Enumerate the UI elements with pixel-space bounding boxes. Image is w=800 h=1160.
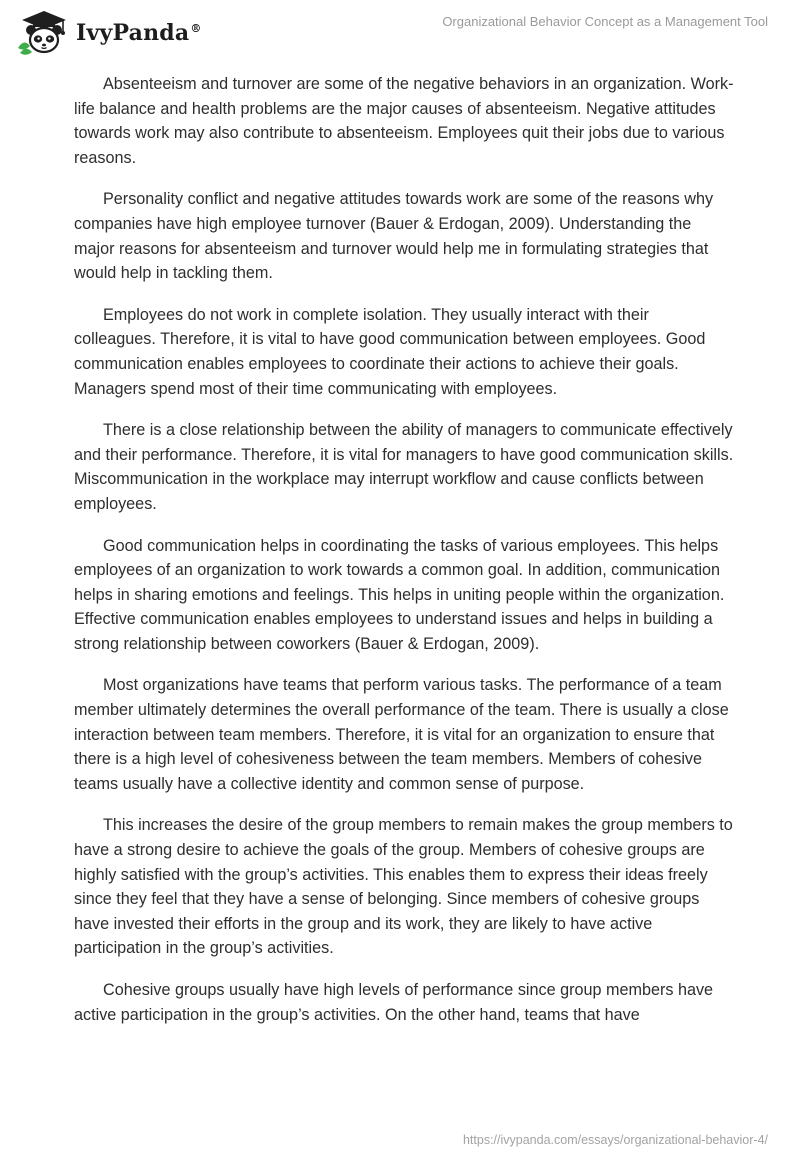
paragraph-5: Good communication helps in coordinating the tasks of various employees. This helps employees of an organization to work towards a common goal. In addition, communication helps in sharing emotions and feelings. This helps in uniting people within the organization. Effective communication enables employees to understand issues and helps in building a strong relationship between coworkers (Bauer & Erdogan, 2009).	[74, 536, 725, 653]
paragraph-4: There is a close relationship between the ability of managers to communicate effectively and their performance. Therefore, it is vital for managers to have good communication skills. Miscommunication in the workplace may interrupt workflow and cause conflicts between employees.	[74, 421, 734, 513]
paragraph-3: Employees do not work in complete isolation. They usually interact with their colleagues. Therefore, it is vital to have good communication between employees. Good communication enables employees to coordinate their actions to achieve their goals. Managers spend most of their time communicating with employees.	[74, 305, 706, 398]
panda-graduate-icon	[14, 8, 70, 56]
brand-logo[interactable]	[14, 8, 202, 56]
page-header	[0, 0, 800, 64]
paragraph-8: Cohesive groups usually have high levels of performance since group members have active participation in the group’s activities. On the other hand, teams that have	[74, 981, 714, 1024]
paragraph-1: Absenteeism and turnover are some of the negative behaviors in an organization. Work-life balance and health problems are the major causes of absenteeism. Negative attitudes towards work may also contribute to absenteeism. Employees quit their jobs due to various reasons.	[74, 75, 734, 167]
paragraph-7: This increases the desire of the group members to remain makes the group members to have a strong desire to achieve the goals of the group. Members of cohesive groups are highly satisfied with the group’s activities. This enables them to express their ideas freely since they feel that they have a sense of belonging. Since members of cohesive groups have invested their efforts in the group and its work, they are likely to have active participation in the group’s activities.	[74, 816, 733, 958]
paragraph-6: Most organizations have teams that perform various tasks. The performance of a team member ultimately determines the overall performance of the team. There is usually a close interaction between team members. Therefore, it is vital for an organization to ensure that there is a high level of cohesiveness between the team members. Members of cohesive teams usually have a collective identity and common sense of purpose.	[74, 676, 729, 793]
document-title: Organizational Behavior Concept as a Management Tool	[442, 14, 768, 29]
source-url[interactable]: https://ivypanda.com/essays/organizational-behavior-4/	[462, 1133, 768, 1147]
essay-body	[74, 72, 734, 1044]
brand-name: IvyPanda®	[76, 20, 202, 46]
paragraph-2: Personality conflict and negative attitudes towards work are some of the reasons why companies have high employee turnover (Bauer & Erdogan, 2009). Understanding the major reasons for absenteeism and turnover would help me in formulating strategies that would help in tackling them.	[74, 190, 714, 283]
brand-reg-mark: ®	[190, 21, 202, 35]
